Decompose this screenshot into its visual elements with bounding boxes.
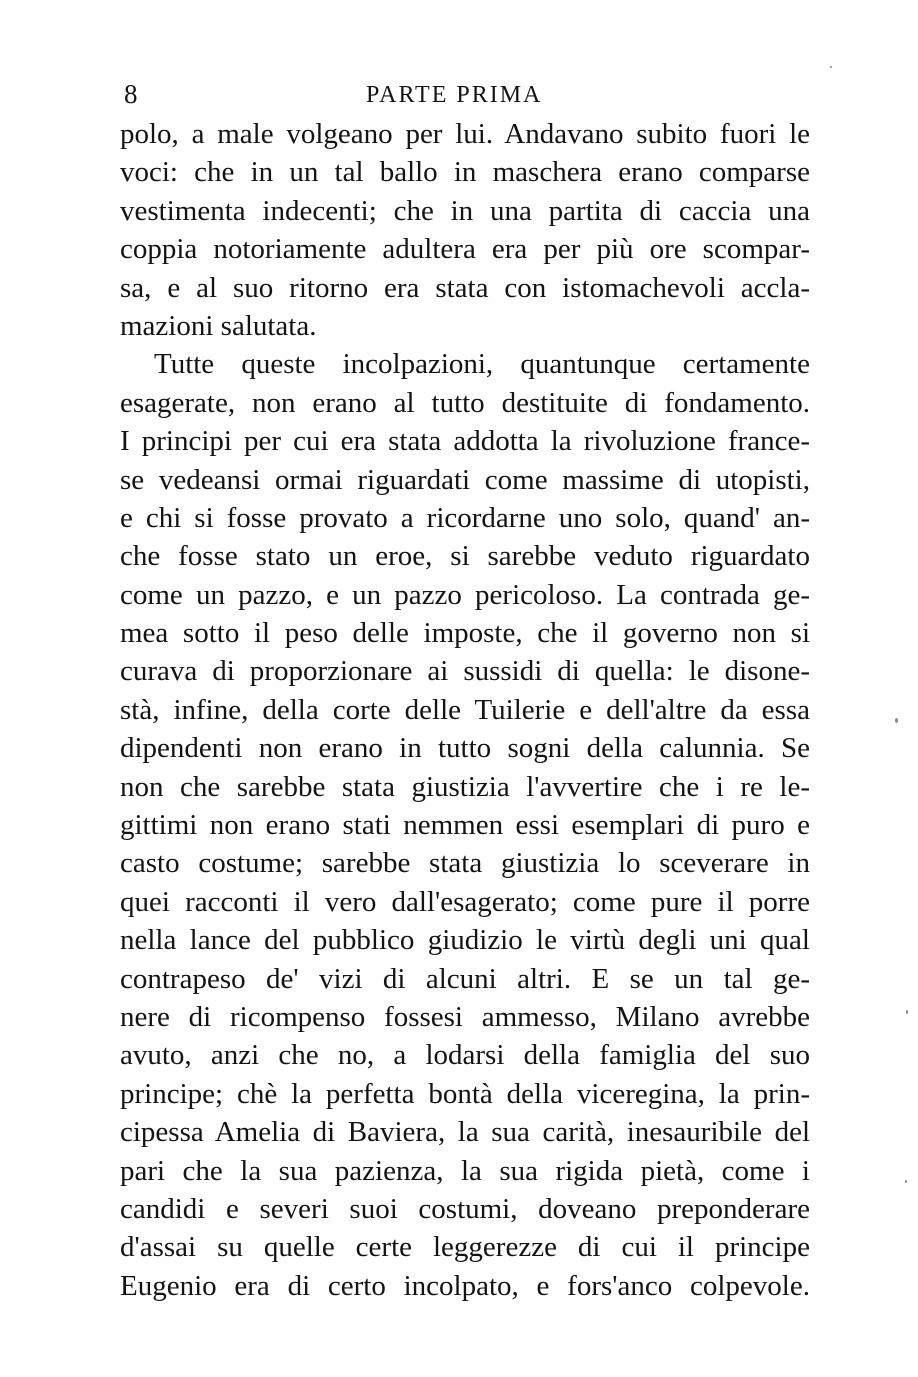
text-line: vestimenta indecenti; che in una partita di caccia una bbox=[120, 194, 810, 227]
text-line: se vedeansi ormai riguardati come massime di utopisti, bbox=[120, 463, 810, 496]
text-line: che fosse stato un eroe, si sarebbe veduto riguardato bbox=[120, 540, 810, 573]
text-line: sa, e al suo ritorno era stata con istomachevoli accla- bbox=[120, 271, 810, 304]
text-line: gittimi non erano stati nemmen essi esemplari di puro e bbox=[120, 809, 810, 842]
text-line: nere di ricompenso fossesi ammesso, Milano avrebbe bbox=[120, 1000, 810, 1033]
text-line: voci: che in un tal ballo in maschera erano comparse bbox=[120, 156, 810, 189]
text-line: stà, infine, della corte delle Tuilerie e dell'altre da essa bbox=[120, 693, 810, 726]
scan-speck bbox=[830, 66, 832, 68]
body-text bbox=[120, 115, 810, 1305]
text-line: contrapeso de' vizi di alcuni altri. E se un tal ge- bbox=[120, 962, 810, 995]
paragraph bbox=[120, 345, 810, 1305]
text-line: I principi per cui era stata addotta la rivoluzione france- bbox=[120, 425, 810, 458]
text-line: come un pazzo, e un pazzo pericoloso. La contrada ge- bbox=[120, 578, 810, 611]
text-line: mea sotto il peso delle imposte, che il governo non si bbox=[120, 617, 810, 650]
text-line: quei racconti il vero dall'esagerato; come pure il porre bbox=[120, 885, 810, 918]
text-line: dipendenti non erano in tutto sogni della calunnia. Se bbox=[120, 732, 810, 765]
page-header bbox=[120, 76, 810, 116]
text-line: coppia notoriamente adultera era per più ore scompar- bbox=[120, 233, 810, 266]
text-line: non che sarebbe stata giustizia l'avvertire che i re le- bbox=[120, 770, 810, 803]
text-line: avuto, anzi che no, a lodarsi della famiglia del suo bbox=[120, 1039, 810, 1072]
text-line: Tutte queste incolpazioni, quantunque certamente bbox=[154, 348, 810, 381]
text-line: esagerate, non erano al tutto destituite di fondamento. bbox=[120, 386, 810, 419]
text-line: candidi e severi suoi costumi, doveano preponderare bbox=[120, 1192, 810, 1225]
scan-speck bbox=[906, 1010, 908, 1014]
scan-speck bbox=[905, 1180, 907, 1183]
scan-speck bbox=[895, 718, 898, 723]
text-line: e chi si fosse provato a ricordarne uno solo, quand' an- bbox=[120, 501, 810, 534]
text-line: casto costume; sarebbe stata giustizia lo sceverare in bbox=[120, 847, 810, 880]
text-line: mazioni salutata. bbox=[120, 309, 317, 342]
text-line: d'assai su quelle certe leggerezze di cui il principe bbox=[120, 1231, 810, 1264]
text-line: Eugenio era di certo incolpato, e fors'anco colpevole. bbox=[120, 1269, 810, 1302]
text-line: nella lance del pubblico giudizio le virtù degli uni qual bbox=[120, 924, 810, 957]
page-number: 8 bbox=[124, 79, 138, 109]
text-line: principe; chè la perfetta bontà della viceregina, la prin- bbox=[120, 1077, 810, 1110]
text-line: cipessa Amelia di Baviera, la sua carità, inesauribile del bbox=[120, 1116, 810, 1149]
paragraph bbox=[120, 115, 810, 345]
text-line: pari che la sua pazienza, la sua rigida pietà, come i bbox=[120, 1154, 810, 1187]
running-head: PARTE PRIMA bbox=[366, 82, 543, 108]
text-line: polo, a male volgeano per lui. Andavano subito fuori le bbox=[120, 118, 810, 150]
text-line: curava di proporzionare ai sussidi di quella: le disone- bbox=[120, 655, 810, 688]
